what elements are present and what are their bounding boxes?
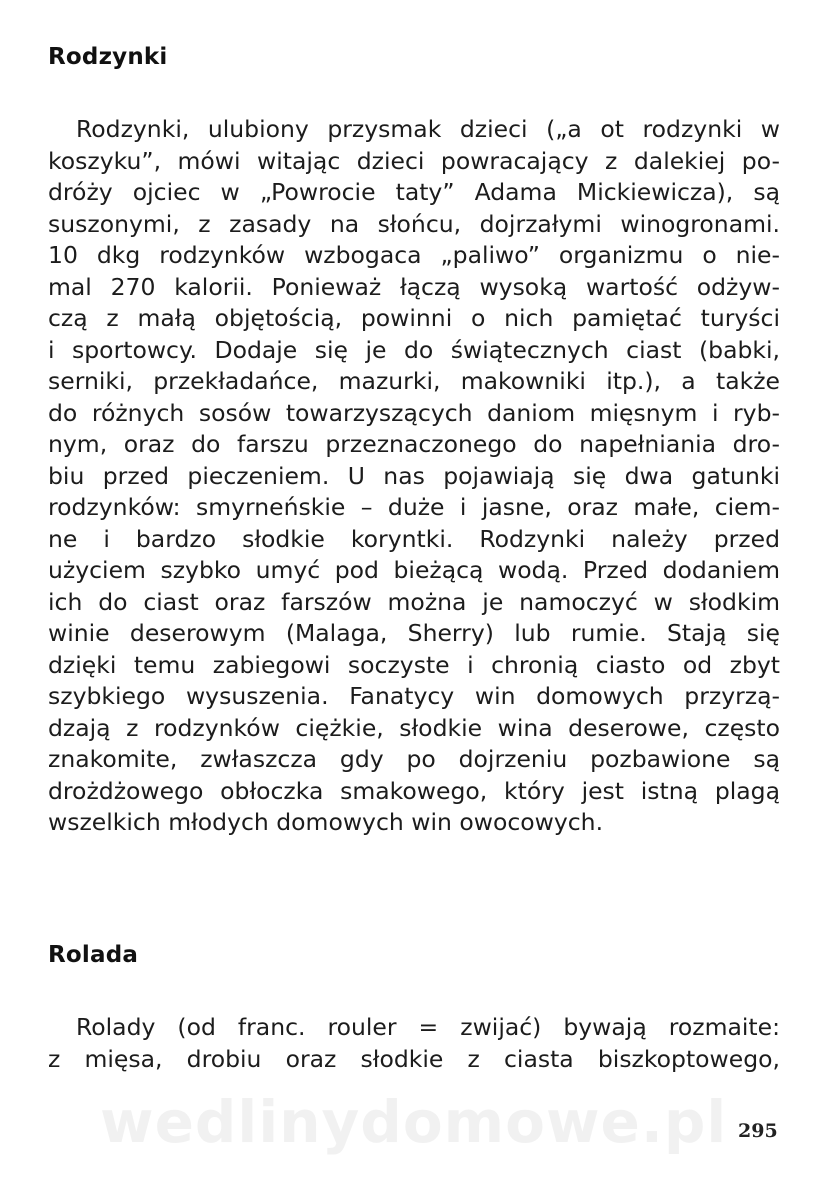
text-line: ich do ciast oraz farszów można je namoczyć w słodkim xyxy=(48,587,780,616)
text-line: z mięsa, drobiu oraz słodkie z ciasta biszkoptowego, xyxy=(48,1044,780,1073)
text-line: Rodzynki, ulubiony przysmak dzieci („a ot rodzynki w xyxy=(76,115,780,143)
watermark: wedlinydomowe.pl xyxy=(100,1088,728,1156)
text-line: użyciem szybko umyć pod bieżącą wodą. Przed dodaniem xyxy=(48,556,780,584)
rolada-paragraph xyxy=(48,1012,780,1075)
text-line: serniki, przekładańce, mazurki, makowniki itp.), a także xyxy=(48,367,780,395)
text-line: dróży ojciec w „Powrocie taty” Adama Mickiewicza), są xyxy=(48,178,780,206)
section-title-rodzynki: Rodzynki xyxy=(48,44,168,70)
text-line: koszyku”, mówi witając dzieci powracający z dalekiej po- xyxy=(48,146,780,175)
page-number: 295 xyxy=(738,1120,778,1142)
text-line: do różnych sosów towarzyszących daniom mięsnym i ryb- xyxy=(48,398,780,427)
text-line: rodzynków: smyrneńskie – duże i jasne, oraz małe, ciem- xyxy=(48,493,780,521)
text-line: dzają z rodzynków ciężkie, słodkie wina deserowe, często xyxy=(48,713,780,742)
text-line: wszelkich młodych domowych win owocowych. xyxy=(48,808,604,836)
text-line: ne i bardzo słodkie koryntki. Rodzynki należy przed xyxy=(48,524,780,553)
text-line: i sportowcy. Dodaje się je do świątecznych ciast (babki, xyxy=(48,335,780,364)
text-line: nym, oraz do farszu przeznaczonego do napełniania dro- xyxy=(48,430,780,458)
text-line: 10 dkg rodzynków wzbogaca „paliwo” organizmu o nie- xyxy=(48,241,780,269)
text-line: dzięki temu zabiegowi soczyste i chronią ciasto od zbyt xyxy=(48,650,780,679)
text-line: czą z małą objętością, powinni o nich pamiętać turyści xyxy=(48,304,780,332)
text-line: winie deserowym (Malaga, Sherry) lub rumie. Stają się xyxy=(48,619,780,647)
text-line: znakomite, zwłaszcza gdy po dojrzeniu pozbawione są xyxy=(48,745,780,773)
text-line: Rolady (od franc. rouler = zwijać) bywają rozmaite: xyxy=(76,1013,780,1041)
text-line: drożdżowego obłoczka smakowego, który jest istną plagą xyxy=(48,776,780,805)
text-line: suszonymi, z zasady na słońcu, dojrzałymi winogronami. xyxy=(48,209,780,238)
section-title-rolada: Rolada xyxy=(48,942,139,968)
text-line: mal 270 kalorii. Ponieważ łączą wysoką wartość odżyw- xyxy=(48,272,780,301)
text-line: szybkiego wysuszenia. Fanatycy win domowych przyrzą- xyxy=(48,682,780,710)
text-line: biu przed pieczeniem. U nas pojawiają się dwa gatunki xyxy=(48,461,780,490)
rodzynki-paragraph xyxy=(48,114,780,839)
